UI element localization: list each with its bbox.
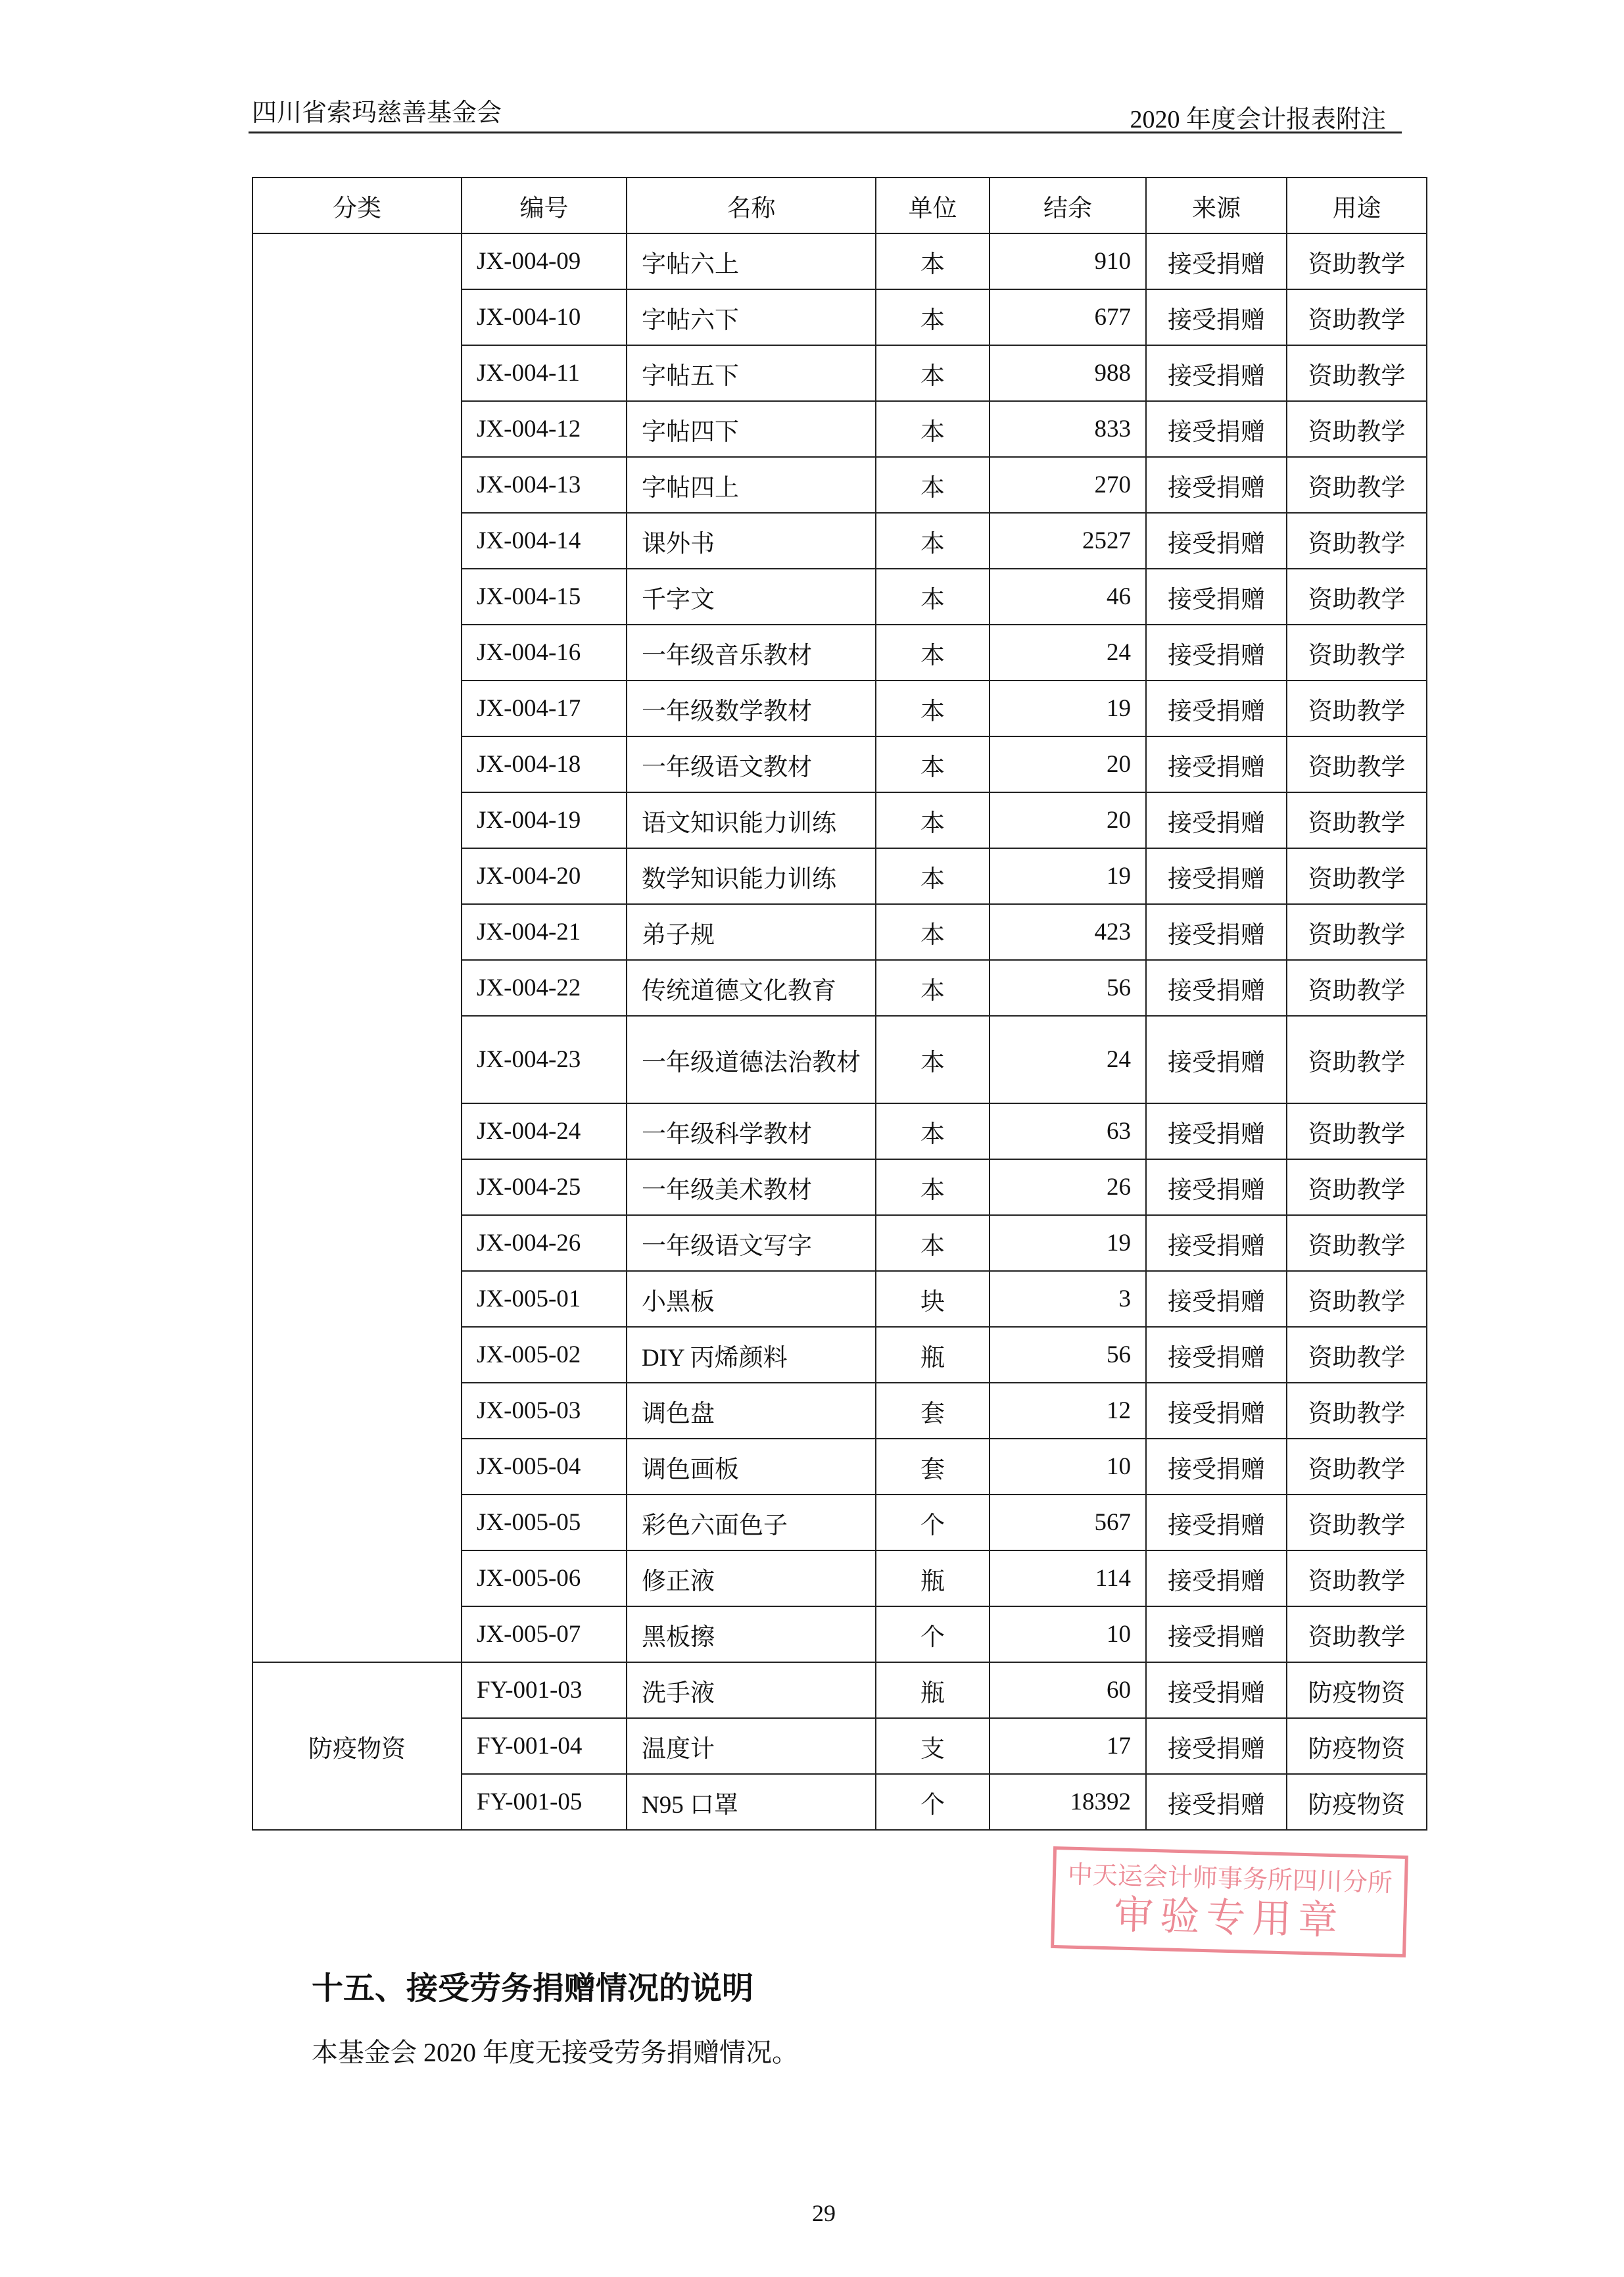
item-name: 调色盘 — [627, 1383, 876, 1439]
item-source: 接受捐赠 — [1146, 1718, 1287, 1774]
item-unit: 个 — [876, 1606, 990, 1662]
item-unit: 本 — [876, 233, 990, 289]
item-balance: 18392 — [990, 1774, 1146, 1830]
item-code: JX-004-14 — [462, 513, 627, 569]
item-balance: 24 — [990, 625, 1146, 681]
item-purpose: 资助教学 — [1287, 513, 1427, 569]
item-name: 一年级音乐教材 — [627, 625, 876, 681]
item-unit: 本 — [876, 513, 990, 569]
item-source: 接受捐赠 — [1146, 401, 1287, 457]
item-unit: 套 — [876, 1383, 990, 1439]
item-unit: 瓶 — [876, 1327, 990, 1383]
item-purpose: 防疫物资 — [1287, 1718, 1427, 1774]
item-purpose: 资助教学 — [1287, 233, 1427, 289]
item-name: 数学知识能力训练 — [627, 848, 876, 904]
item-balance: 3 — [990, 1271, 1146, 1327]
item-code: JX-004-15 — [462, 569, 627, 625]
item-balance: 19 — [990, 681, 1146, 736]
item-source: 接受捐赠 — [1146, 1606, 1287, 1662]
inventory-table — [252, 177, 1427, 1831]
item-balance: 833 — [990, 401, 1146, 457]
item-name: 字帖四上 — [627, 457, 876, 513]
header-report-title: 2020 年度会计报表附注 — [1130, 106, 1386, 133]
item-purpose: 资助教学 — [1287, 681, 1427, 736]
item-unit: 本 — [876, 904, 990, 960]
item-balance: 60 — [990, 1662, 1146, 1718]
item-purpose: 资助教学 — [1287, 1103, 1427, 1159]
item-code: JX-004-26 — [462, 1215, 627, 1271]
item-code: JX-004-10 — [462, 289, 627, 345]
item-purpose: 资助教学 — [1287, 1327, 1427, 1383]
item-name: 一年级语文教材 — [627, 736, 876, 792]
item-name: 黑板擦 — [627, 1606, 876, 1662]
item-unit: 支 — [876, 1718, 990, 1774]
item-balance: 10 — [990, 1439, 1146, 1495]
column-header-code: 编号 — [462, 178, 627, 233]
item-name: 修正液 — [627, 1550, 876, 1606]
item-purpose: 资助教学 — [1287, 1550, 1427, 1606]
item-purpose: 资助教学 — [1287, 1215, 1427, 1271]
table-row — [252, 233, 1427, 289]
item-source: 接受捐赠 — [1146, 233, 1287, 289]
item-source: 接受捐赠 — [1146, 1550, 1287, 1606]
section-body: 本基金会 2020 年度无接受劳务捐赠情况。 — [312, 2038, 798, 2067]
item-source: 接受捐赠 — [1146, 904, 1287, 960]
item-source: 接受捐赠 — [1146, 848, 1287, 904]
item-name: 一年级科学教材 — [627, 1103, 876, 1159]
audit-seal-stamp — [1051, 1846, 1408, 1957]
item-name: 调色画板 — [627, 1439, 876, 1495]
item-name: 课外书 — [627, 513, 876, 569]
item-code: JX-005-07 — [462, 1606, 627, 1662]
item-unit: 本 — [876, 401, 990, 457]
section-heading: 十五、接受劳务捐赠情况的说明 — [312, 1971, 754, 2006]
item-purpose: 资助教学 — [1287, 1016, 1427, 1103]
item-purpose: 资助教学 — [1287, 1159, 1427, 1215]
item-code: JX-004-09 — [462, 233, 627, 289]
item-balance: 2527 — [990, 513, 1146, 569]
item-balance: 270 — [990, 457, 1146, 513]
item-code: JX-004-18 — [462, 736, 627, 792]
item-purpose: 资助教学 — [1287, 401, 1427, 457]
item-unit: 个 — [876, 1774, 990, 1830]
item-purpose: 资助教学 — [1287, 625, 1427, 681]
item-name: 传统道德文化教育 — [627, 960, 876, 1016]
item-code: JX-004-11 — [462, 345, 627, 401]
item-balance: 56 — [990, 960, 1146, 1016]
item-code: JX-004-12 — [462, 401, 627, 457]
column-header-name: 名称 — [627, 178, 876, 233]
item-code: JX-004-21 — [462, 904, 627, 960]
item-source: 接受捐赠 — [1146, 792, 1287, 848]
table-body — [252, 233, 1427, 1830]
item-unit: 本 — [876, 289, 990, 345]
item-purpose: 防疫物资 — [1287, 1662, 1427, 1718]
item-unit: 本 — [876, 736, 990, 792]
item-balance: 10 — [990, 1606, 1146, 1662]
item-name: 字帖六下 — [627, 289, 876, 345]
item-purpose: 资助教学 — [1287, 569, 1427, 625]
column-header-purpose: 用途 — [1287, 178, 1427, 233]
item-source: 接受捐赠 — [1146, 960, 1287, 1016]
item-code: JX-005-04 — [462, 1439, 627, 1495]
item-source: 接受捐赠 — [1146, 625, 1287, 681]
item-code: JX-005-05 — [462, 1495, 627, 1550]
item-balance: 24 — [990, 1016, 1146, 1103]
item-source: 接受捐赠 — [1146, 1103, 1287, 1159]
item-source: 接受捐赠 — [1146, 736, 1287, 792]
item-name: 一年级道德法治教材 — [627, 1016, 876, 1103]
item-unit: 本 — [876, 1103, 990, 1159]
item-code: JX-004-23 — [462, 1016, 627, 1103]
item-code: JX-004-25 — [462, 1159, 627, 1215]
item-code: JX-005-03 — [462, 1383, 627, 1439]
item-code: JX-005-02 — [462, 1327, 627, 1383]
item-name: 弟子规 — [627, 904, 876, 960]
item-unit: 块 — [876, 1271, 990, 1327]
item-name: 温度计 — [627, 1718, 876, 1774]
item-source: 接受捐赠 — [1146, 569, 1287, 625]
item-name: 一年级数学教材 — [627, 681, 876, 736]
item-unit: 瓶 — [876, 1550, 990, 1606]
item-balance: 910 — [990, 233, 1146, 289]
item-unit: 本 — [876, 960, 990, 1016]
item-unit: 本 — [876, 1159, 990, 1215]
item-unit: 本 — [876, 1215, 990, 1271]
item-balance: 114 — [990, 1550, 1146, 1606]
item-name: 字帖六上 — [627, 233, 876, 289]
item-balance: 423 — [990, 904, 1146, 960]
item-balance: 677 — [990, 289, 1146, 345]
item-balance: 988 — [990, 345, 1146, 401]
item-balance: 26 — [990, 1159, 1146, 1215]
item-source: 接受捐赠 — [1146, 681, 1287, 736]
item-purpose: 资助教学 — [1287, 345, 1427, 401]
item-source: 接受捐赠 — [1146, 1215, 1287, 1271]
item-unit: 个 — [876, 1495, 990, 1550]
item-code: JX-004-24 — [462, 1103, 627, 1159]
item-code: JX-004-17 — [462, 681, 627, 736]
item-source: 接受捐赠 — [1146, 1271, 1287, 1327]
item-balance: 56 — [990, 1327, 1146, 1383]
item-purpose: 资助教学 — [1287, 1439, 1427, 1495]
item-purpose: 资助教学 — [1287, 792, 1427, 848]
item-source: 接受捐赠 — [1146, 1383, 1287, 1439]
item-purpose: 资助教学 — [1287, 904, 1427, 960]
item-balance: 46 — [990, 569, 1146, 625]
item-source: 接受捐赠 — [1146, 1495, 1287, 1550]
item-purpose: 资助教学 — [1287, 289, 1427, 345]
item-source: 接受捐赠 — [1146, 1774, 1287, 1830]
item-unit: 本 — [876, 457, 990, 513]
item-purpose: 资助教学 — [1287, 848, 1427, 904]
item-purpose: 防疫物资 — [1287, 1774, 1427, 1830]
item-source: 接受捐赠 — [1146, 513, 1287, 569]
category-cell: 防疫物资 — [252, 1662, 462, 1830]
item-code: FY-001-04 — [462, 1718, 627, 1774]
item-unit: 本 — [876, 625, 990, 681]
item-name: 彩色六面色子 — [627, 1495, 876, 1550]
item-name: 字帖四下 — [627, 401, 876, 457]
item-name: DIY 丙烯颜料 — [627, 1327, 876, 1383]
item-name: 一年级美术教材 — [627, 1159, 876, 1215]
item-name: 洗手液 — [627, 1662, 876, 1718]
column-header-source: 来源 — [1146, 178, 1287, 233]
item-name: 一年级语文写字 — [627, 1215, 876, 1271]
stamp-firm-name: 中天运会计师事务所四川分所 — [1067, 1861, 1393, 1898]
item-unit: 套 — [876, 1439, 990, 1495]
item-code: JX-004-13 — [462, 457, 627, 513]
item-balance: 19 — [990, 848, 1146, 904]
header-organization: 四川省索玛慈善基金会 — [252, 99, 502, 127]
item-balance: 20 — [990, 736, 1146, 792]
header-divider — [249, 132, 1402, 133]
item-name: 字帖五下 — [627, 345, 876, 401]
item-purpose: 资助教学 — [1287, 1606, 1427, 1662]
item-source: 接受捐赠 — [1146, 1662, 1287, 1718]
item-unit: 本 — [876, 848, 990, 904]
item-source: 接受捐赠 — [1146, 457, 1287, 513]
item-code: FY-001-05 — [462, 1774, 627, 1830]
item-code: JX-004-16 — [462, 625, 627, 681]
item-source: 接受捐赠 — [1146, 1327, 1287, 1383]
item-source: 接受捐赠 — [1146, 1016, 1287, 1103]
item-code: JX-004-22 — [462, 960, 627, 1016]
item-unit: 瓶 — [876, 1662, 990, 1718]
item-source: 接受捐赠 — [1146, 289, 1287, 345]
item-purpose: 资助教学 — [1287, 1383, 1427, 1439]
item-unit: 本 — [876, 792, 990, 848]
item-source: 接受捐赠 — [1146, 1439, 1287, 1495]
item-balance: 567 — [990, 1495, 1146, 1550]
item-code: JX-004-20 — [462, 848, 627, 904]
item-balance: 63 — [990, 1103, 1146, 1159]
item-name: N95 口罩 — [627, 1774, 876, 1830]
column-header-balance: 结余 — [990, 178, 1146, 233]
item-source: 接受捐赠 — [1146, 345, 1287, 401]
table-row — [252, 1662, 1427, 1718]
item-source: 接受捐赠 — [1146, 1159, 1287, 1215]
item-unit: 本 — [876, 1016, 990, 1103]
item-purpose: 资助教学 — [1287, 736, 1427, 792]
item-balance: 17 — [990, 1718, 1146, 1774]
item-unit: 本 — [876, 569, 990, 625]
item-balance: 20 — [990, 792, 1146, 848]
item-balance: 12 — [990, 1383, 1146, 1439]
item-code: FY-001-03 — [462, 1662, 627, 1718]
page-number: 29 — [812, 2200, 836, 2226]
column-header-unit: 单位 — [876, 178, 990, 233]
item-purpose: 资助教学 — [1287, 457, 1427, 513]
item-code: JX-005-06 — [462, 1550, 627, 1606]
stamp-purpose: 审验专用章 — [1113, 1893, 1345, 1943]
item-purpose: 资助教学 — [1287, 1271, 1427, 1327]
table-header-row — [252, 178, 1427, 233]
item-code: JX-005-01 — [462, 1271, 627, 1327]
item-purpose: 资助教学 — [1287, 1495, 1427, 1550]
item-name: 小黑板 — [627, 1271, 876, 1327]
item-name: 千字文 — [627, 569, 876, 625]
item-name: 语文知识能力训练 — [627, 792, 876, 848]
column-header-category: 分类 — [252, 178, 462, 233]
category-cell — [252, 233, 462, 1662]
item-purpose: 资助教学 — [1287, 960, 1427, 1016]
item-unit: 本 — [876, 345, 990, 401]
item-code: JX-004-19 — [462, 792, 627, 848]
item-balance: 19 — [990, 1215, 1146, 1271]
item-unit: 本 — [876, 681, 990, 736]
